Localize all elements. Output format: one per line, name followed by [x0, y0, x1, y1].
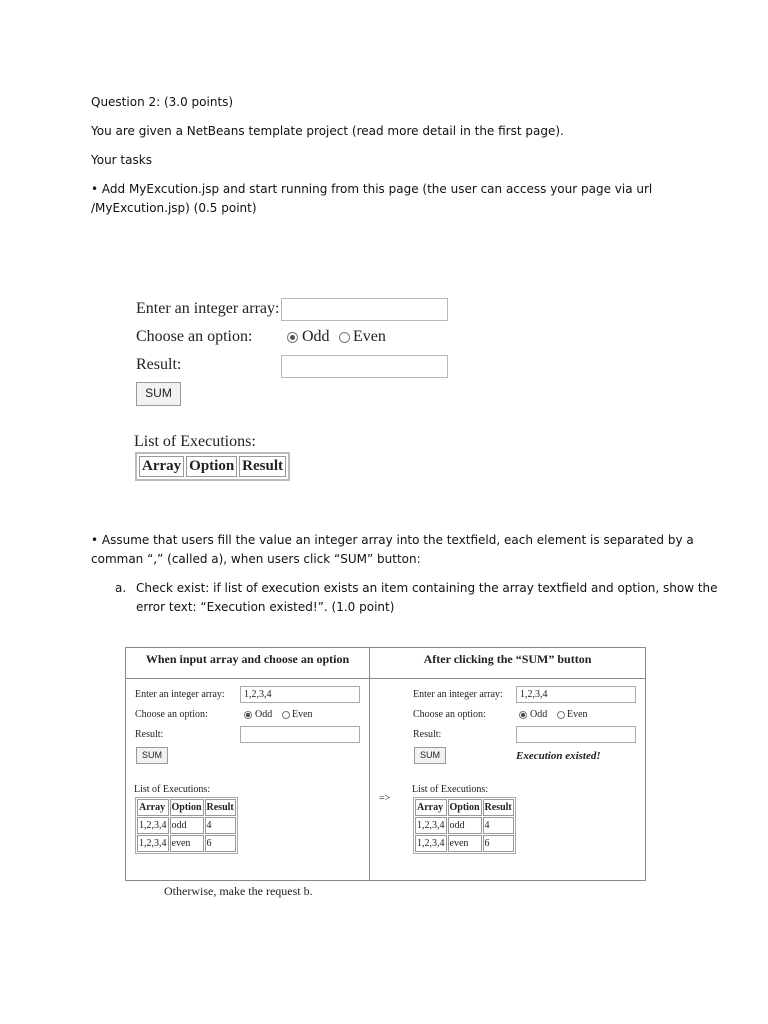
after-header-array: Array — [415, 799, 447, 816]
after-array-field: 1,2,3,4 — [516, 686, 636, 703]
before-array-label: Enter an integer array: — [135, 689, 225, 700]
after-result-field — [516, 726, 636, 743]
bullet-1-line-1: • Add MyExcution.jsp and start running from this page (the user can access your page via url — [91, 182, 653, 196]
executions-table — [135, 452, 290, 481]
before-executions-table — [135, 797, 238, 854]
after-list-title: List of Executions: — [412, 784, 489, 795]
cell-option: odd — [170, 817, 204, 834]
list-title: List of Executions: — [134, 433, 256, 450]
after-form — [412, 684, 642, 874]
before-odd-label: Odd — [255, 709, 273, 720]
cell-array: 1,2,3,4 — [415, 835, 447, 852]
item-a-line-1: Check exist: if list of execution exists an item containing the array textfield and option, show the — [136, 581, 718, 595]
arrow-indicator: => — [379, 793, 391, 804]
before-even-label: Even — [292, 709, 313, 720]
header-option: Option — [186, 456, 237, 477]
figure-before-after — [125, 647, 646, 881]
cell-array: 1,2,3,4 — [137, 817, 169, 834]
before-result-field — [240, 726, 360, 743]
before-result-label: Result: — [135, 729, 164, 740]
cell-result: 4 — [483, 817, 514, 834]
question-title: Question 2: (3.0 points) — [91, 95, 234, 109]
before-option-label: Choose an option: — [135, 709, 208, 720]
item-a-line-2: error text: “Execution existed!”. (1.0 point) — [136, 600, 395, 614]
array-textfield — [281, 298, 448, 321]
error-message: Execution existed! — [516, 750, 601, 762]
table-row — [415, 835, 514, 852]
table-row — [415, 817, 514, 834]
cell-array: 1,2,3,4 — [415, 817, 447, 834]
before-odd-radio — [244, 711, 252, 719]
bullet-2-line-1: • Assume that users fill the value an integer array into the textfield, each element is separated by a — [91, 533, 694, 547]
cell-option: even — [448, 835, 482, 852]
result-label: Result: — [136, 356, 182, 373]
cell-option: even — [170, 835, 204, 852]
header-array: Array — [139, 456, 184, 477]
before-list-title: List of Executions: — [134, 784, 211, 795]
sum-button: SUM — [136, 382, 181, 406]
after-option-label: Choose an option: — [413, 709, 486, 720]
intro-paragraph: You are given a NetBeans template project (read more detail in the first page). — [91, 124, 564, 138]
cell-result: 4 — [205, 817, 236, 834]
before-header-option: Option — [170, 799, 204, 816]
divider-horizontal — [126, 678, 645, 679]
table-row — [137, 835, 236, 852]
item-a-marker: a. — [115, 581, 127, 595]
after-header-result: Result — [483, 799, 514, 816]
bullet-1-line-2: /MyExcution.jsp) (0.5 point) — [91, 201, 257, 215]
left-column-header: When input array and choose an option — [145, 652, 350, 666]
even-radio — [339, 332, 350, 343]
after-odd-radio — [519, 711, 527, 719]
tasks-heading: Your tasks — [91, 153, 152, 167]
before-array-field: 1,2,3,4 — [240, 686, 360, 703]
after-array-label: Enter an integer array: — [413, 689, 503, 700]
after-even-label: Even — [567, 709, 588, 720]
before-even-radio — [282, 711, 290, 719]
after-header-option: Option — [448, 799, 482, 816]
cell-result: 6 — [483, 835, 514, 852]
after-executions-table — [413, 797, 516, 854]
odd-radio — [287, 332, 298, 343]
before-header-array: Array — [137, 799, 169, 816]
before-sum-button: SUM — [136, 747, 168, 764]
figure-form-screenshot — [130, 292, 460, 492]
odd-label: Odd — [302, 328, 330, 345]
before-form — [134, 684, 374, 874]
figure-caption: Otherwise, make the request b. — [164, 884, 313, 898]
bullet-2-line-2: comman “,” (called a), when users click “SUM” button: — [91, 552, 421, 566]
after-sum-button: SUM — [414, 747, 446, 764]
after-even-radio — [557, 711, 565, 719]
cell-result: 6 — [205, 835, 236, 852]
even-label: Even — [353, 328, 386, 345]
array-label: Enter an integer array: — [136, 300, 280, 317]
option-label: Choose an option: — [136, 328, 253, 345]
header-result: Result — [239, 456, 286, 477]
result-textfield — [281, 355, 448, 378]
before-header-result: Result — [205, 799, 236, 816]
table-row — [137, 817, 236, 834]
cell-option: odd — [448, 817, 482, 834]
after-result-label: Result: — [413, 729, 442, 740]
after-odd-label: Odd — [530, 709, 548, 720]
right-column-header: After clicking the “SUM” button — [423, 652, 592, 666]
cell-array: 1,2,3,4 — [137, 835, 169, 852]
